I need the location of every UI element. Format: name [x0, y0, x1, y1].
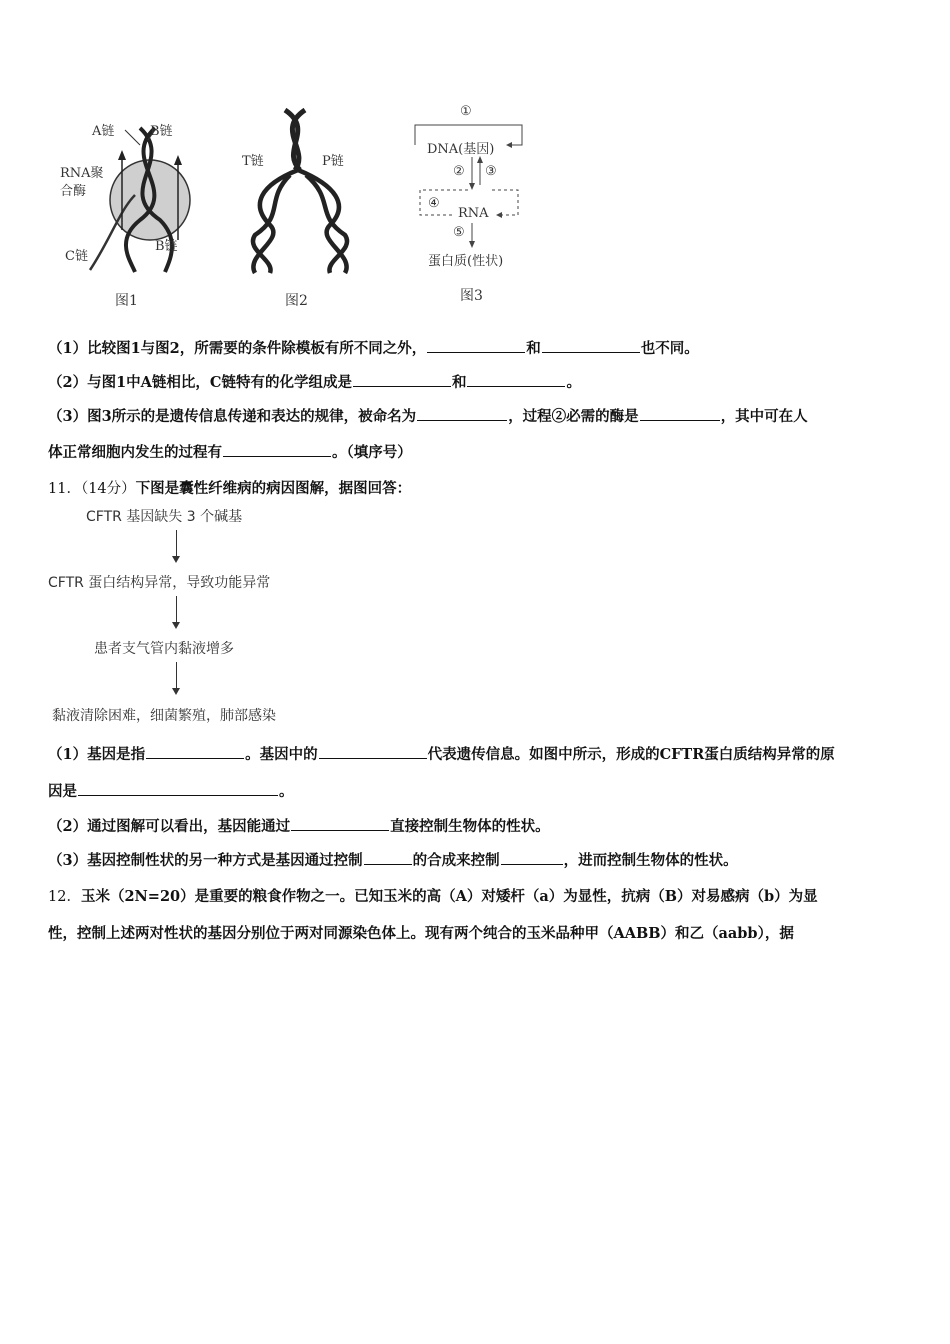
label-protein-trait: 蛋白质(性状)	[428, 254, 504, 269]
q11-part3-suffix: ，进而控制生物体的性状。	[563, 852, 738, 869]
label-rna: RNA	[458, 206, 489, 221]
q11-part3-prefix: （3）基因控制性状的另一种方式是基因通过控制	[48, 852, 363, 869]
q10-part3-blank-3[interactable]	[223, 442, 331, 457]
q11-part2-blank[interactable]	[291, 816, 389, 831]
label-rna-polymerase-2: 合酶	[60, 184, 87, 199]
q11-part3-blank-2[interactable]	[501, 850, 563, 865]
q11-part2-suffix: 直接控制生物体的性状。	[390, 818, 550, 835]
q11-part1-blank-1[interactable]	[146, 744, 244, 759]
label-c-chain: C链	[65, 249, 88, 264]
flow-arrow-3	[176, 662, 177, 690]
figure-group	[60, 100, 540, 315]
label-rna-polymerase-1: RNA聚	[60, 166, 104, 181]
q12-line1	[48, 885, 908, 906]
q11-part3	[48, 849, 908, 870]
q10-part2-prefix: （2）与图1中A链相比，C链特有的化学组成是	[48, 374, 352, 391]
q11-part1-suffix: 代表遗传信息。如图中所示，形成的CFTR蛋白质结构异常的原	[427, 746, 835, 763]
q12-number: 12．	[48, 889, 81, 905]
label-pointer-a	[125, 130, 140, 145]
q10-part3-suffix: ，其中可在人	[720, 408, 808, 425]
q12-line1-text: 玉米（2N=20）是重要的粮食作物之一。已知玉米的高（A）对矮杆（a）为显性，抗病（B）对易感病（b）为显	[80, 888, 818, 905]
q10-part1-prefix: （1）比较图1与图2，所需要的条件除模板有所不同之外，	[48, 340, 427, 357]
q11-part1-blank-3[interactable]	[78, 781, 278, 796]
q10-part2-suffix: 。	[566, 374, 581, 391]
q10-part3-line1	[48, 405, 908, 426]
label-step-1: ①	[460, 104, 472, 119]
q11-stem-text: 下图是囊性纤维病的病因图解，据图回答：	[135, 480, 412, 497]
q10-part2-mid: 和	[451, 374, 467, 391]
flow-step-3: 患者支气管内黏液增多	[94, 641, 234, 657]
figure-2-diagram	[240, 105, 360, 280]
figure-3-diagram	[410, 105, 540, 270]
left-daughter-1	[253, 170, 298, 273]
label-step-3: ③	[485, 164, 497, 179]
q11-part1-blank-2[interactable]	[319, 744, 427, 759]
q10-part1-blank-2[interactable]	[542, 338, 640, 353]
right-daughter-2	[306, 175, 347, 273]
q11-part1-prefix: （1）基因是指	[48, 746, 146, 763]
flow-arrow-2	[176, 596, 177, 624]
rna-replication-loop-right	[492, 190, 518, 215]
label-step-4: ④	[428, 196, 440, 211]
label-a-chain: A链	[92, 124, 115, 139]
q11-part3-blank-1[interactable]	[364, 850, 412, 865]
transcription-arrowhead	[469, 183, 475, 190]
q10-part3-line2	[48, 441, 908, 462]
q11-number: 11．	[48, 481, 81, 497]
q11-part1-line2-suffix: 。	[279, 783, 294, 800]
q10-part3-line2-suffix: 。（填序号）	[332, 444, 412, 461]
q12-line2	[48, 922, 908, 943]
q10-part2-blank-2[interactable]	[467, 372, 565, 387]
q12-line2-text: 性，控制上述两对性状的基因分别位于两对同源染色体上。现有两个纯合的玉米品种甲（AABB）和乙（aabb），据	[48, 925, 794, 942]
q10-part1-mid: 和	[526, 340, 541, 357]
label-b-chain-top: B链	[150, 124, 173, 139]
label-dna-gene: DNA(基因)	[427, 142, 495, 157]
q10-part2-blank-1[interactable]	[353, 372, 451, 387]
q10-part2	[48, 371, 908, 392]
flow-step-2: CFTR 蛋白结构异常，导致功能异常	[48, 575, 271, 591]
q10-part1-blank-1[interactable]	[427, 338, 525, 353]
q11-part2	[48, 815, 908, 836]
q10-part3-mid: ，过程②必需的酶是	[508, 408, 639, 425]
q10-part3-line2-prefix: 体正常细胞内发生的过程有	[48, 444, 222, 461]
q11-part3-mid: 的合成来控制	[412, 852, 500, 869]
q11-points: （14分）	[80, 481, 136, 497]
q11-part2-prefix: （2）通过图解可以看出，基因能通过	[48, 818, 291, 835]
figure-2-caption: 图2	[285, 293, 308, 309]
q10-part3-blank-2[interactable]	[640, 406, 720, 421]
figure-1-caption: 图1	[115, 293, 138, 309]
q10-part1	[48, 337, 908, 358]
rna-replication-arrowhead	[496, 212, 502, 218]
q11-stem	[48, 477, 908, 498]
label-step-2: ②	[453, 164, 465, 179]
label-t-chain: T链	[242, 154, 264, 169]
arrow-head-1	[118, 150, 126, 160]
q10-part3-prefix: （3）图3所示的是遗传信息传递和表达的规律，被命名为	[48, 408, 417, 425]
translation-arrowhead	[469, 241, 475, 248]
q11-part1-line1	[48, 743, 908, 764]
arrow-head-2	[174, 155, 182, 165]
q10-part3-blank-1[interactable]	[417, 406, 507, 421]
flow-step-4: 黏液清除困难，细菌繁殖，肺部感染	[52, 708, 276, 724]
q11-part1-mid: 。基因中的	[245, 746, 318, 763]
flow-step-1: CFTR 基因缺失 3 个碱基	[86, 509, 243, 525]
flow-arrowhead-1	[172, 556, 180, 563]
flow-arrowhead-3	[172, 688, 180, 695]
figure-3-caption: 图3	[460, 288, 483, 304]
q11-part1-line2-prefix: 因是	[48, 783, 77, 800]
cftr-flowchart	[46, 500, 311, 728]
flow-arrowhead-2	[172, 622, 180, 629]
replication-arrowhead	[506, 142, 512, 148]
label-b-chain-bottom: B链	[155, 239, 178, 254]
label-step-5: ⑤	[453, 225, 465, 240]
label-p-chain: P链	[322, 154, 344, 169]
q10-part1-suffix: 也不同。	[640, 340, 699, 357]
reverse-arrowhead	[477, 156, 483, 163]
flow-arrow-1	[176, 530, 177, 558]
q11-part1-line2	[48, 780, 908, 801]
